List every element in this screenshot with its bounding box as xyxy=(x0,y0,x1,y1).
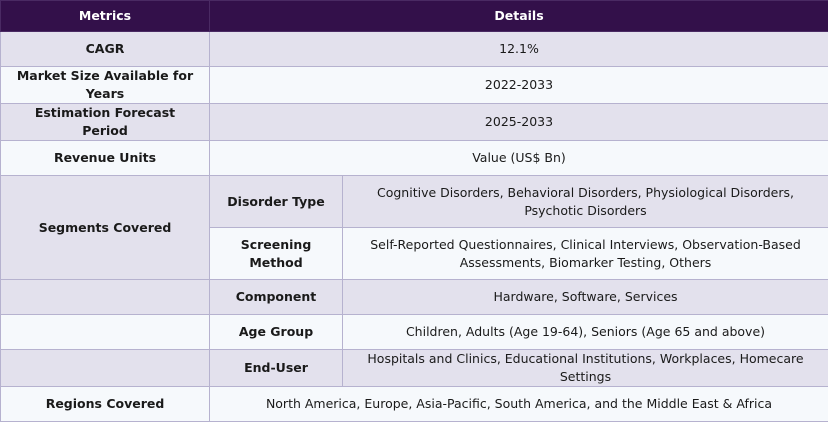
age-group-label: Age Group xyxy=(210,315,343,350)
table-row-end-user xyxy=(1,350,828,387)
table-row-forecast xyxy=(1,104,828,141)
component-value: Hardware, Software, Services xyxy=(343,280,828,315)
forecast-label: Estimation Forecast Period xyxy=(1,104,210,141)
revenue-label: Revenue Units xyxy=(1,141,210,176)
regions-covered-label: Regions Covered xyxy=(1,387,210,422)
end-user-label: End-User xyxy=(210,350,343,387)
age-group-value: Children, Adults (Age 19-64), Seniors (Age 65 and above) xyxy=(343,315,828,350)
screening-method-label: Screening Method xyxy=(210,228,343,280)
empty-cell xyxy=(1,315,210,350)
market-size-label: Market Size Available for Years xyxy=(1,67,210,104)
regions-covered-value: North America, Europe, Asia-Pacific, South America, and the Middle East & Africa xyxy=(210,387,828,422)
screening-method-value: Self-Reported Questionnaires, Clinical Interviews, Observation-Based Assessments, Biomarker Testing, Others xyxy=(343,228,828,280)
forecast-value: 2025-2033 xyxy=(210,104,828,141)
empty-cell xyxy=(1,350,210,387)
table-row-age-group xyxy=(1,315,828,350)
empty-cell xyxy=(1,280,210,315)
revenue-value: Value (US$ Bn) xyxy=(210,141,828,176)
cagr-value: 12.1% xyxy=(210,32,828,67)
end-user-value: Hospitals and Clinics, Educational Institutions, Workplaces, Homecare Settings xyxy=(343,350,828,387)
market-size-value: 2022-2033 xyxy=(210,67,828,104)
header-details: Details xyxy=(210,1,828,32)
table-row-cagr xyxy=(1,32,828,67)
table-row-regions xyxy=(1,387,828,422)
component-label: Component xyxy=(210,280,343,315)
cagr-label: CAGR xyxy=(1,32,210,67)
table-row-disorder-type xyxy=(1,176,828,228)
header-metrics: Metrics xyxy=(1,1,210,32)
segments-covered-label: Segments Covered xyxy=(1,176,210,280)
disorder-type-label: Disorder Type xyxy=(210,176,343,228)
table-row-component xyxy=(1,280,828,315)
disorder-type-value: Cognitive Disorders, Behavioral Disorders, Physiological Disorders, Psychotic Disorders xyxy=(343,176,828,228)
table-row-market-size xyxy=(1,67,828,104)
table-header-row xyxy=(1,1,828,32)
table-row-revenue xyxy=(1,141,828,176)
